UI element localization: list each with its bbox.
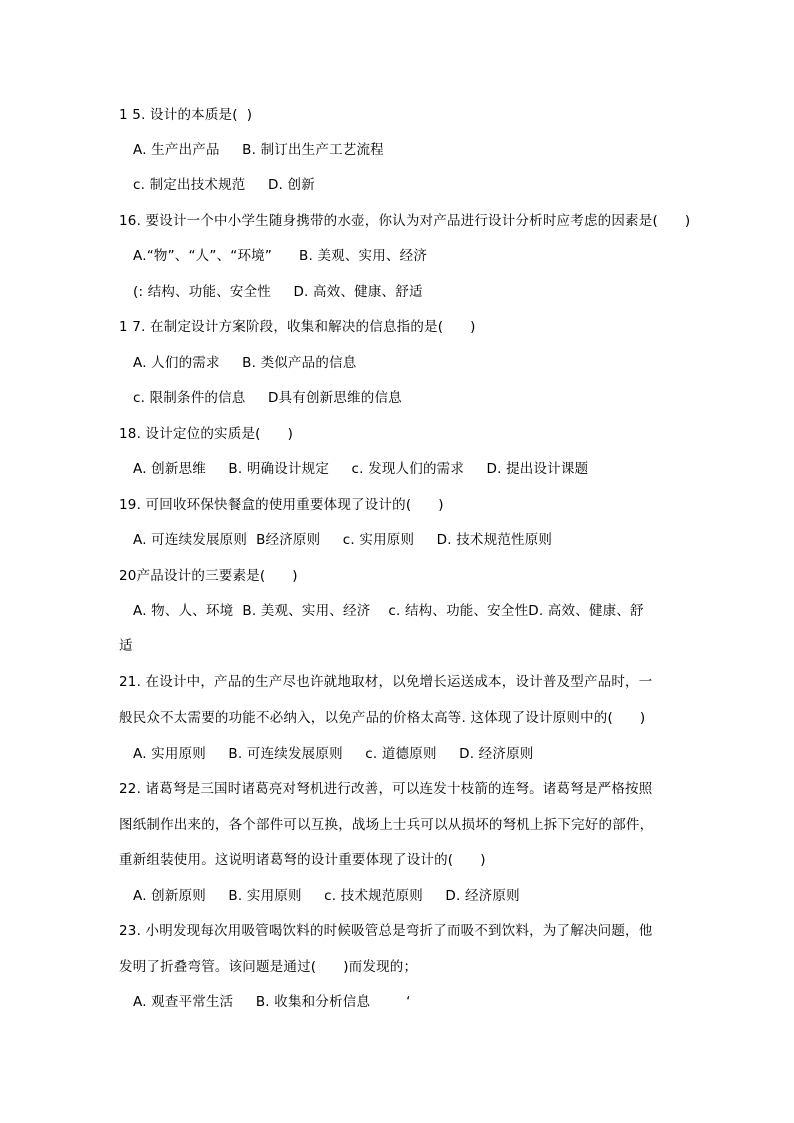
question-23-options: A. 观查平常生活 B. 收集和分析信息 ‘ — [133, 994, 411, 1010]
question-17-options-cd: c. 限制条件的信息 D具有创新思维的信息 — [133, 390, 402, 406]
question-18-options: A. 创新思维 B. 明确设计规定 c. 发现人们的需求 D. 提出设计课题 — [133, 461, 589, 477]
question-22-options: A. 创新原则 B. 实用原则 c. 技术规范原则 D. 经济原则 — [133, 888, 520, 904]
question-22-stem-line-1: 22. 诸葛弩是三国时诸葛亮对弩机进行改善，可以连发十枝箭的连弩。诸葛弩是严格按照 — [119, 781, 653, 797]
question-19-stem: 19. 可回收环保快餐盒的使用重要体现了设计的( ) — [119, 497, 444, 513]
question-21-stem-line-2: 般民众不太需要的功能不必纳入，以免产品的价格太高等. 这体现了设计原则中的( ) — [119, 710, 646, 726]
question-20-options-continuation: 适 — [119, 638, 133, 654]
question-15-options-ab: A. 生产出产品 B. 制订出生产工艺流程 — [133, 142, 384, 158]
question-20-options: A. 物、人、环境 B. 美观、实用、经济 c. 结构、功能、安全性D. 高效、健康、舒 — [133, 603, 644, 619]
question-16-options-ab: A.“物”、“人”、“环境” B. 美观、实用、经济 — [133, 248, 428, 264]
question-15-stem: 1 5. 设计的本质是( ) — [119, 107, 253, 123]
question-22-stem-line-3: 重新组装使用。这说明诸葛弩的设计重要体现了设计的( ) — [119, 852, 486, 868]
question-18-stem: 18. 设计定位的实质是( ) — [119, 426, 294, 442]
question-21-stem-line-1: 21. 在设计中，产品的生产尽也许就地取材，以免增长运送成本，设计普及型产品时，一 — [119, 674, 653, 690]
question-17-options-ab: A. 人们的需求 B. 类似产品的信息 — [133, 355, 357, 371]
question-16-stem: 16. 要设计一个中小学生随身携带的水壶，你认为对产品进行设计分析时应考虑的因素是( ) — [119, 213, 691, 229]
question-16-options-cd: (: 结构、功能、安全性 D. 高效、健康、舒适 — [133, 284, 423, 300]
question-17-stem: 1 7. 在制定设计方案阶段，收集和解决的信息指的是( ) — [119, 319, 476, 335]
question-22-stem-line-2: 图纸制作出来的，各个部件可以互换，战场上士兵可以从损坏的弩机上拆下完好的部件， — [119, 817, 654, 833]
question-23-stem-line-2: 发明了折叠弯管。该问题是通过( )而发现的； — [119, 959, 418, 975]
question-20-stem: 20产品设计的三要素是( ) — [119, 568, 298, 584]
question-21-options: A. 实用原则 B. 可连续发展原则 c. 道德原则 D. 经济原则 — [133, 746, 534, 762]
question-23-stem-line-1: 23. 小明发现每次用吸管喝饮料的时候吸管总是弯折了而吸不到饮料，为了解决问题，他 — [119, 923, 653, 939]
question-19-options: A. 可连续发展原则 B经济原则 c. 实用原则 D. 技术规范性原则 — [133, 532, 553, 548]
question-15-options-cd: c. 制定出技术规范 D. 创新 — [133, 177, 315, 193]
